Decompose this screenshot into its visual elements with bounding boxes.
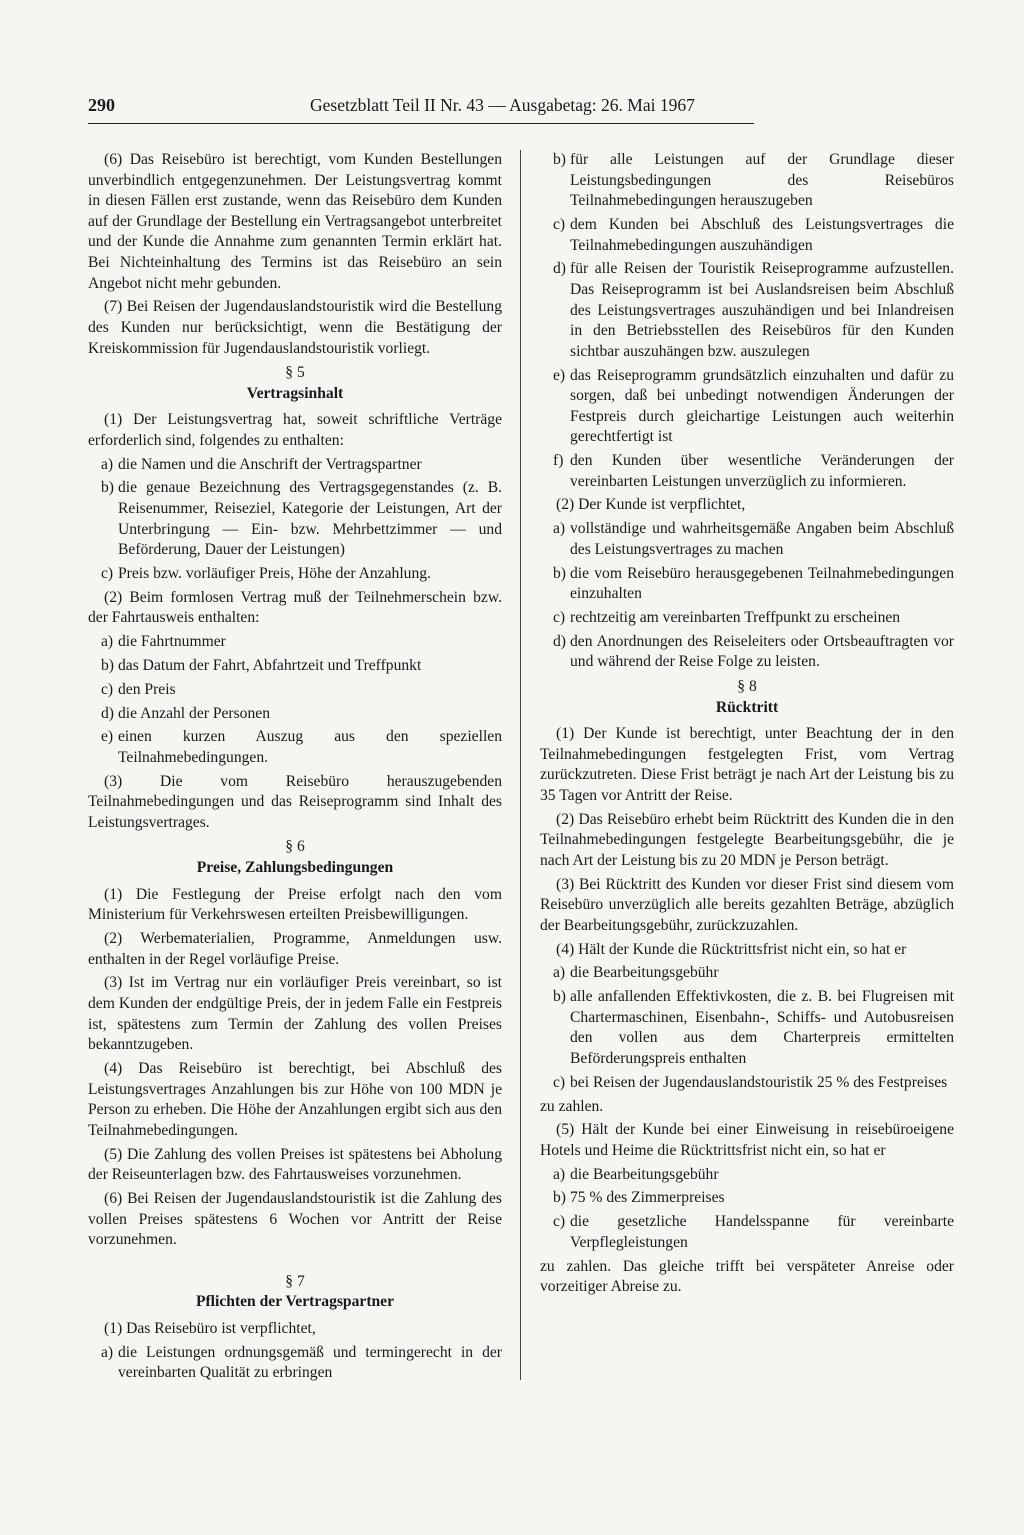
paragraph-6-5: (5) Die Zahlung des vollen Preises ist spätestens bei Abholung der Reiseunterlagen bzw. des Fahrtausweises vorzunehmen. xyxy=(88,1145,502,1184)
section-5-number: § 5 xyxy=(285,364,305,382)
paragraph-6-1: (1) Die Festlegung der Preise erfolgt nach den vom Ministerium für Verkehrswesen erteilten Preisbewilligungen. xyxy=(88,885,502,924)
list-item: c) den Preis xyxy=(101,680,176,698)
paragraph-8-4: (4) Hält der Kunde die Rücktrittsfrist nicht ein, so hat er xyxy=(556,940,907,958)
list-item: a) die Bearbeitungsgebühr xyxy=(553,1165,719,1183)
list-item: b) die genaue Bezeichnung des Vertragsgegenstandes (z. B. Reisenummer, Reiseziel, Kategorie der Leistungen, Art der Unterbringung — Ein- bzw. Mehrbettzimmer — und Beförderung, Dauer der Leistungen) xyxy=(101,479,502,559)
paragraph-6-6: (6) Bei Reisen der Jugendauslandstouristik ist die Zahlung des vollen Preises spätestens 6 Wochen vor Antritt der Reise vorzunehmen. xyxy=(88,1189,502,1249)
paragraph-8-5: (5) Hält der Kunde bei einer Einweisung in reisebüroeigene Hotels und Heime die Rücktrittsfrist nicht ein, so hat er xyxy=(540,1121,954,1159)
running-head: Gesetzblatt Teil II Nr. 43 — Ausgabetag: 26. Mai 1967 xyxy=(310,95,695,115)
list-item: c) Preis bzw. vorläufiger Preis, Höhe der Anzahlung. xyxy=(101,565,431,583)
paragraph-8-1: (1) Der Kunde ist berechtigt, unter Beachtung der in den Teilnahmebedingungen festgelegten Frist, vom Vertrag zurückzutreten. Diese Frist beträgt je nach Art der Leistung bis zu 35 Tagen vor Antritt der Reise. xyxy=(540,725,954,804)
list-item: b) die vom Reisebüro herausgegebenen Teilnahmebedingungen einzuhalten xyxy=(553,564,954,603)
list-item: d) die Anzahl der Personen xyxy=(101,704,270,722)
section-7-title: Pflichten der Vertragspartner xyxy=(195,1293,395,1311)
section-6-title: Preise, Zahlungsbedingungen xyxy=(196,859,394,877)
section-8-title: Rücktritt xyxy=(715,698,779,716)
paragraph-6-4: (4) Das Reisebüro ist berechtigt, bei Abschluß des Leistungsvertrages Anzahlungen bis zur Höhe von 100 MDN je Person zu erheben. Die Höhe der Anzahlungen ergibt sich aus den Teilnahmebedingungen. xyxy=(88,1059,502,1139)
section-8-number: § 8 xyxy=(737,677,757,695)
list-item: f) den Kunden über wesentliche Veränderungen der vereinbarten Leistungen unverzüglich zu informieren. xyxy=(553,452,954,490)
list-item: a) die Bearbeitungsgebühr xyxy=(553,964,719,982)
list-item: b) für alle Leistungen auf der Grundlage dieser Leistungsbedingungen des Reisebüros Teilnahmebedingungen herauszugeben xyxy=(553,151,954,210)
paragraph-8-4-tail: zu zahlen. xyxy=(540,1097,604,1115)
paragraph-6-3: (3) Ist im Vertrag nur ein vorläufiger Preis vereinbart, so ist dem Kunden der endgültige Preis, der in jedem Falle ein Festpreis ist, spätestens zum Termin der Zahlung des vollen Preises bekanntzugeben. xyxy=(88,974,502,1054)
list-item: e) das Reiseprogramm grundsätzlich einzuhalten und dafür zu sorgen, daß bei unbedingt notwendigen Änderungen der Festpreis durch gleichartige Leistungen auch weiterhin gerechtfertigt ist xyxy=(553,366,954,446)
paragraph-7-1: (1) Das Reisebüro ist verpflichtet, xyxy=(104,1320,316,1338)
list-item: a) die Leistungen ordnungsgemäß und termingerecht in der vereinbarten Qualität zu erbringen xyxy=(101,1343,502,1382)
paragraph-4-7: (7) Bei Reisen der Jugendauslandstouristik wird die Bestellung des Kunden nur berücksichtigt, wenn die Bestätigung der Kreiskommission für Jugendauslandstouristik vorliegt. xyxy=(88,298,502,357)
page-header xyxy=(88,88,754,122)
section-6-number: § 6 xyxy=(285,838,305,856)
list-item: a) vollständige und wahrheitsgemäße Angaben beim Abschluß des Leistungsvertrages zu machen xyxy=(553,520,954,558)
left-column xyxy=(88,150,502,1387)
list-item: c) die gesetzliche Handelsspanne für vereinbarte Verpflegleistungen xyxy=(553,1213,954,1251)
list-item: e) einen kurzen Auszug aus den speziellen Teilnahmebedingungen. xyxy=(101,728,502,766)
paragraph-5-1: (1) Der Leistungsvertrag hat, soweit schriftliche Verträge erforderlich sind, folgendes zu enthalten: xyxy=(88,411,502,449)
paragraph-4-6: (6) Das Reisebüro ist berechtigt, vom Kunden Bestellungen unverbindlich entgegenzunehmen. Der Leistungsvertrag kommt in diesen Fällen erst zustande, wenn das Reisebüro dem Kunden auf der Grundlage der Bestellung ein Vertragsangebot unterbreitet und der Kunde die Annahme zum genannten Termin erklärt hat. Bei Nichteinhaltung des Termins ist das Reisebüro an sein Angebot nicht mehr gebunden. xyxy=(88,151,502,292)
column-divider xyxy=(520,150,521,1380)
paragraph-6-2: (2) Werbematerialien, Programme, Anmeldungen usw. enthalten in der Regel vorläufige Preise. xyxy=(88,930,502,968)
paragraph-5-2: (2) Beim formlosen Vertrag muß der Teilnehmerschein bzw. der Fahrtausweis enthalten: xyxy=(88,588,502,627)
paragraph-8-3: (3) Bei Rücktritt des Kunden vor dieser Frist sind diesem vom Reisebüro unverzüglich alle bereits gezahlten Beträge, abzüglich der Bearbeitungsgebühr, zurückzuzahlen. xyxy=(540,875,954,934)
section-5-title: Vertragsinhalt xyxy=(246,384,344,402)
list-item: d) für alle Reisen der Touristik Reiseprogramme aufzustellen. Das Reiseprogramm ist bei Auslandsreisen beim Abschluß des Leistungsvertrages auszuhändigen und bei Inlandreisen in den Betriebsstellen des Reisebüros für den Kunden sichtbar auszuhängen bzw. auszulegen xyxy=(553,260,954,360)
right-column xyxy=(540,150,954,1301)
list-item: c) rechtzeitig am vereinbarten Treffpunkt zu erscheinen xyxy=(553,608,901,626)
list-item: b) alle anfallenden Effektivkosten, die z. B. bei Flugreisen mit Chartermaschinen, Eisenbahn-, Schiffs- und Autobusreisen den vollen aus dem Charterpreis ermittelten Beförderungspreis enthalten xyxy=(553,988,954,1067)
paragraph-7-2: (2) Der Kunde ist verpflichtet, xyxy=(556,496,746,514)
list-item: c) dem Kunden bei Abschluß des Leistungsvertrages die Teilnahmebedingungen auszuhändigen xyxy=(553,215,954,254)
section-7-number: § 7 xyxy=(285,1272,305,1290)
list-item: b) das Datum der Fahrt, Abfahrtzeit und Treffpunkt xyxy=(101,656,422,674)
paragraph-5-3: (3) Die vom Reisebüro herauszugebenden Teilnahmebedingungen und das Reiseprogramm sind Inhalt des Leistungsvertrages. xyxy=(88,772,502,831)
list-item: a) die Fahrtnummer xyxy=(101,633,226,651)
page-number: 290 xyxy=(88,95,115,115)
list-item: b) 75 % des Zimmerpreises xyxy=(553,1189,725,1207)
list-item: a) die Namen und die Anschrift der Vertragspartner xyxy=(101,455,422,473)
paragraph-8-2: (2) Das Reisebüro erhebt beim Rücktritt des Kunden die in den Teilnahmebedingungen festgelegte Bearbeitungsgebühr, die je nach Art der Leistung bis zu 20 MDN je Person beträgt. xyxy=(540,810,954,869)
list-item: c) bei Reisen der Jugendauslandstouristik 25 % des Festpreises xyxy=(553,1073,948,1091)
paragraph-8-5-tail: zu zahlen. Das gleiche trifft bei verspäteter Anreise oder vorzeitiger Abreise zu. xyxy=(540,1257,954,1296)
header-rule xyxy=(88,123,754,124)
list-item: d) den Anordnungen des Reiseleiters oder Ortsbeauftragten vor und während der Reise Folge zu leisten. xyxy=(553,632,954,671)
